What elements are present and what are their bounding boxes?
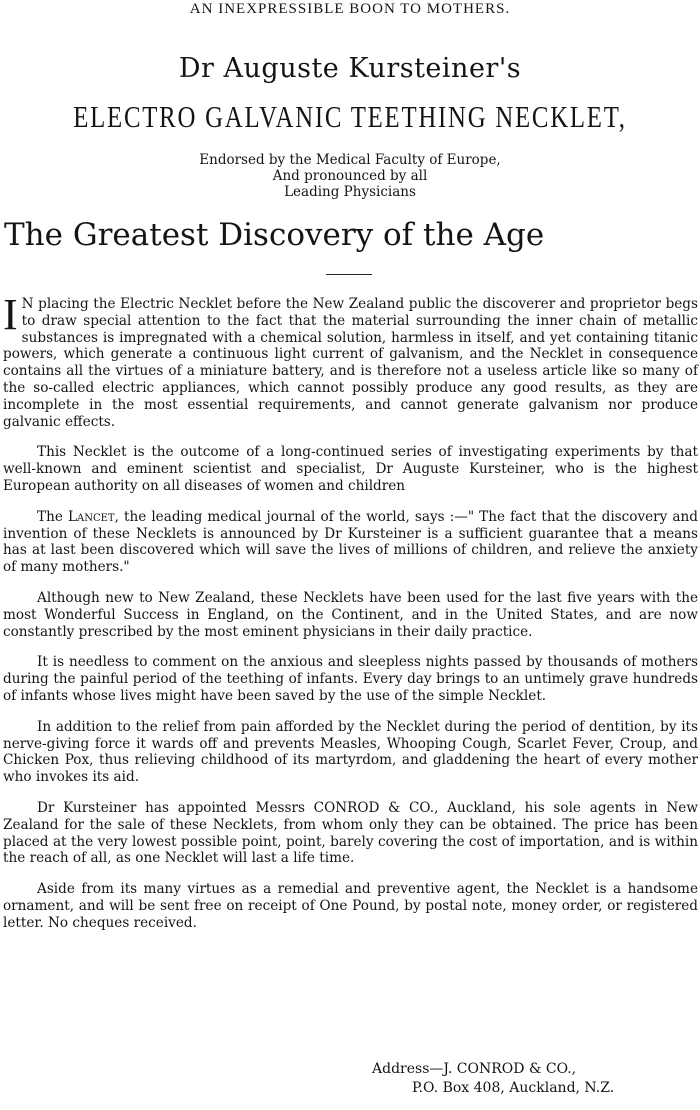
advertiser-name: Dr Auguste Kursteiner's [178, 53, 522, 84]
endorsement-block [130, 152, 570, 200]
paragraph-1-text: N placing the Electric Necklet before the New Zealand public the discoverer and proprietor begs to draw special attention to the fact that the material surrounding the inner chain of metallic substances is impregnated with a chemical solution, harmless in itself, and yet containing titanic powers, which generate a continuous light current of galvanism, and the Necklet in consequence contains all the virtues of a miniature battery, and is therefore not a useless article like so many of the so-called electric appliances, which cannot possibly produce any good results, as they are incomplete in the most essential requirements, and cannot generate galvanism nor produce galvanic effects. [3, 296, 698, 430]
paragraph-7: Dr Kursteiner has appointed Messrs CONROD & CO., Auckland, his sole agents in New Zealand for the sale of these Necklets, from whom only they can be obtained. The price has been placed at the very lowest possible point, point, barely covering the cost of importation, and is within the reach of all, as one Necklet will last a life time. [3, 799, 698, 867]
endorsement-line-3: Leading Physicians [284, 184, 416, 200]
paragraph-8: Aside from its many virtues as a remedial and preventive agent, the Necklet is a handsome ornament, and will be sent free on receipt of One Pound, by postal note, money order, or registered letter. No cheques received. [3, 881, 698, 931]
paragraph-5: It is needless to comment on the anxious and sleepless nights passed by thousands of mothers during the painful period of the teething of infants. Every day brings to an untimely grave hundreds of infants whose lives might have been saved by the use of the simple Necklet. [3, 654, 698, 704]
endorsement-line-1: Endorsed by the Medical Faculty of Europe, [199, 152, 501, 168]
divider-rule [326, 274, 372, 275]
drop-cap: I [3, 290, 18, 339]
endorsement-line-2: And pronounced by all [272, 168, 428, 184]
headline: The Greatest Discovery of the Age [4, 217, 545, 253]
address-line-1: Address—J. CONROD & CO., [372, 1061, 577, 1077]
paragraph-6: In addition to the relief from pain afforded by the Necklet during the period of dentition, by its nerve-giving force it wards off and prevents Measles, Whooping Cough, Scarlet Fever, Croup, and Chicken Pox, thus relieving childhood of its martyrdom, and gladdening the heart of every mother who invokes its aid. [3, 718, 698, 786]
paragraph-4: Although new to New Zealand, these Necklets have been used for the last five years with the most Wonderful Success in England, on the Continent, and in the United States, and are now constantly prescribed by the most eminent physicians in their daily practice. [3, 589, 698, 640]
body-text [3, 290, 698, 932]
paragraph-1 [3, 290, 698, 430]
kicker-line: AN INEXPRESSIBLE BOON TO MOTHERS. [189, 1, 511, 17]
paragraph-2: This Necklet is the outcome of a long-continued series of investigating experiments by that well-known and eminent scientist and specialist, Dr Auguste Kursteiner, who is the highest European authority on all diseases of women and children [3, 444, 698, 494]
paragraph-3 [3, 509, 698, 576]
address-block [372, 1060, 672, 1098]
paragraph-3-start: The [37, 508, 68, 525]
lancet-name: Lancet [67, 508, 115, 525]
product-title: ELECTRO GALVANIC TEETHING NECKLET, [73, 99, 627, 134]
paragraph-3-text: , the leading medical journal of the world, says :—" The fact that the discovery and invention of these Necklets is announced by Dr Kursteiner is a sufficient guarantee that a means has at last been discovered which will save the lives of millions of children, and relieve the anxiety of many mothers." [3, 508, 698, 576]
address-line-2: P.O. Box 408, Auckland, N.Z. [412, 1080, 615, 1096]
